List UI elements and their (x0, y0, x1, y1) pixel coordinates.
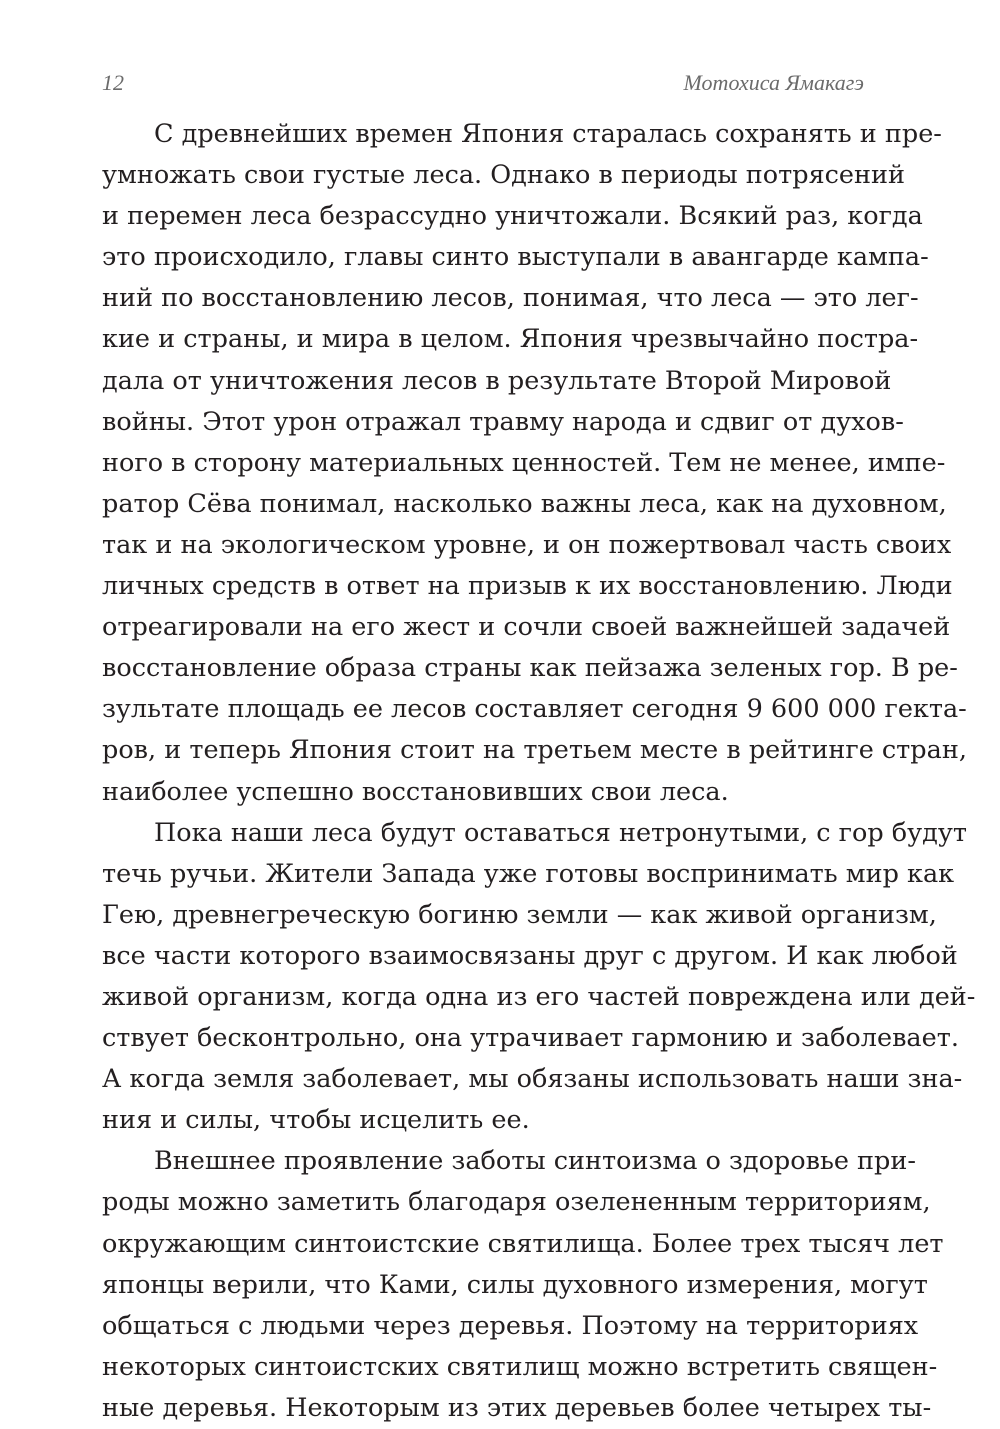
text-line: войны. Этот урон отражал травму народа и сдвиг от духов- (102, 406, 904, 437)
text-line: живой организм, когда одна из его частей повреждена или дей- (102, 981, 976, 1012)
text-line: роды можно заметить благодаря озелененным территориям, (102, 1187, 931, 1218)
text-line: ратор Сёва понимал, насколько важны леса, как на духовном, (102, 488, 947, 519)
text-line: окружающим синтоистские святилища. Более трех тысяч лет (102, 1228, 944, 1259)
text-line: кие и страны, и мира в целом. Япония чрезвычайно постра- (102, 324, 919, 355)
text-line: так и на экологическом уровне, и он пожертвовал часть своих (102, 529, 952, 560)
text-line: зультате площадь ее лесов составляет сегодня 9 600 000 гекта- (102, 694, 967, 725)
text-line: дала от уничтожения лесов в результате Второй Мировой (102, 365, 892, 396)
running-head-author: Мотохиса Ямакагэ (683, 70, 864, 95)
text-line: японцы верили, что Ками, силы духовного измерения, могут (102, 1269, 928, 1300)
text-line: все части которого взаимосвязаны друг с другом. И как любой (102, 940, 958, 971)
running-head (102, 70, 864, 106)
text-line: Пока наши леса будут оставаться нетронутыми, с гор будут (154, 817, 967, 848)
text-line: ствует бесконтрольно, она утрачивает гармонию и заболевает. (102, 1023, 959, 1054)
text-line: С древнейших времен Япония старалась сохранять и пре- (154, 119, 942, 149)
text-line: наиболее успешно восстановивших свои леса. (102, 776, 729, 807)
text-line: Гею, древнегреческую богиню земли — как живой организм, (102, 899, 937, 930)
text-line: А когда земля заболевает, мы обязаны использовать наши зна- (102, 1064, 963, 1095)
text-line: некоторых синтоистских святилищ можно встретить священ- (102, 1351, 938, 1382)
text-line: ний по восстановлению лесов, понимая, что леса — это лег- (102, 283, 919, 314)
text-line: личных средств в ответ на призыв к их восстановлению. Люди (102, 571, 953, 602)
text-line: течь ручьи. Жители Запада уже готовы воспринимать мир как (102, 858, 955, 889)
text-line: ров, и теперь Япония стоит на третьем месте в рейтинге стран, (102, 735, 967, 766)
text-line: Внешнее проявление заботы синтоизма о здоровье при- (154, 1146, 916, 1177)
text-line: общаться с людьми через деревья. Поэтому на территориях (102, 1310, 919, 1341)
text-line: отреагировали на его жест и сочли своей важнейшей задачей (102, 612, 951, 643)
text-line: умножать свои густые леса. Однако в периоды потрясений (102, 160, 906, 191)
text-line: ния и силы, чтобы исцелить ее. (102, 1105, 530, 1136)
page-number: 12 (102, 70, 124, 95)
text-line: ные деревья. Некоторым из этих деревьев более четырех ты- (102, 1392, 932, 1423)
text-line: восстановление образа страны как пейзажа зеленых гор. В ре- (102, 653, 958, 684)
text-line: и перемен леса безрассудно уничтожали. Всякий раз, когда (102, 201, 923, 232)
text-line: это происходило, главы синто выступали в авангарде кампа- (102, 242, 929, 273)
text-line: ного в сторону материальных ценностей. Тем не менее, импе- (102, 447, 946, 478)
body-text (102, 114, 976, 1429)
